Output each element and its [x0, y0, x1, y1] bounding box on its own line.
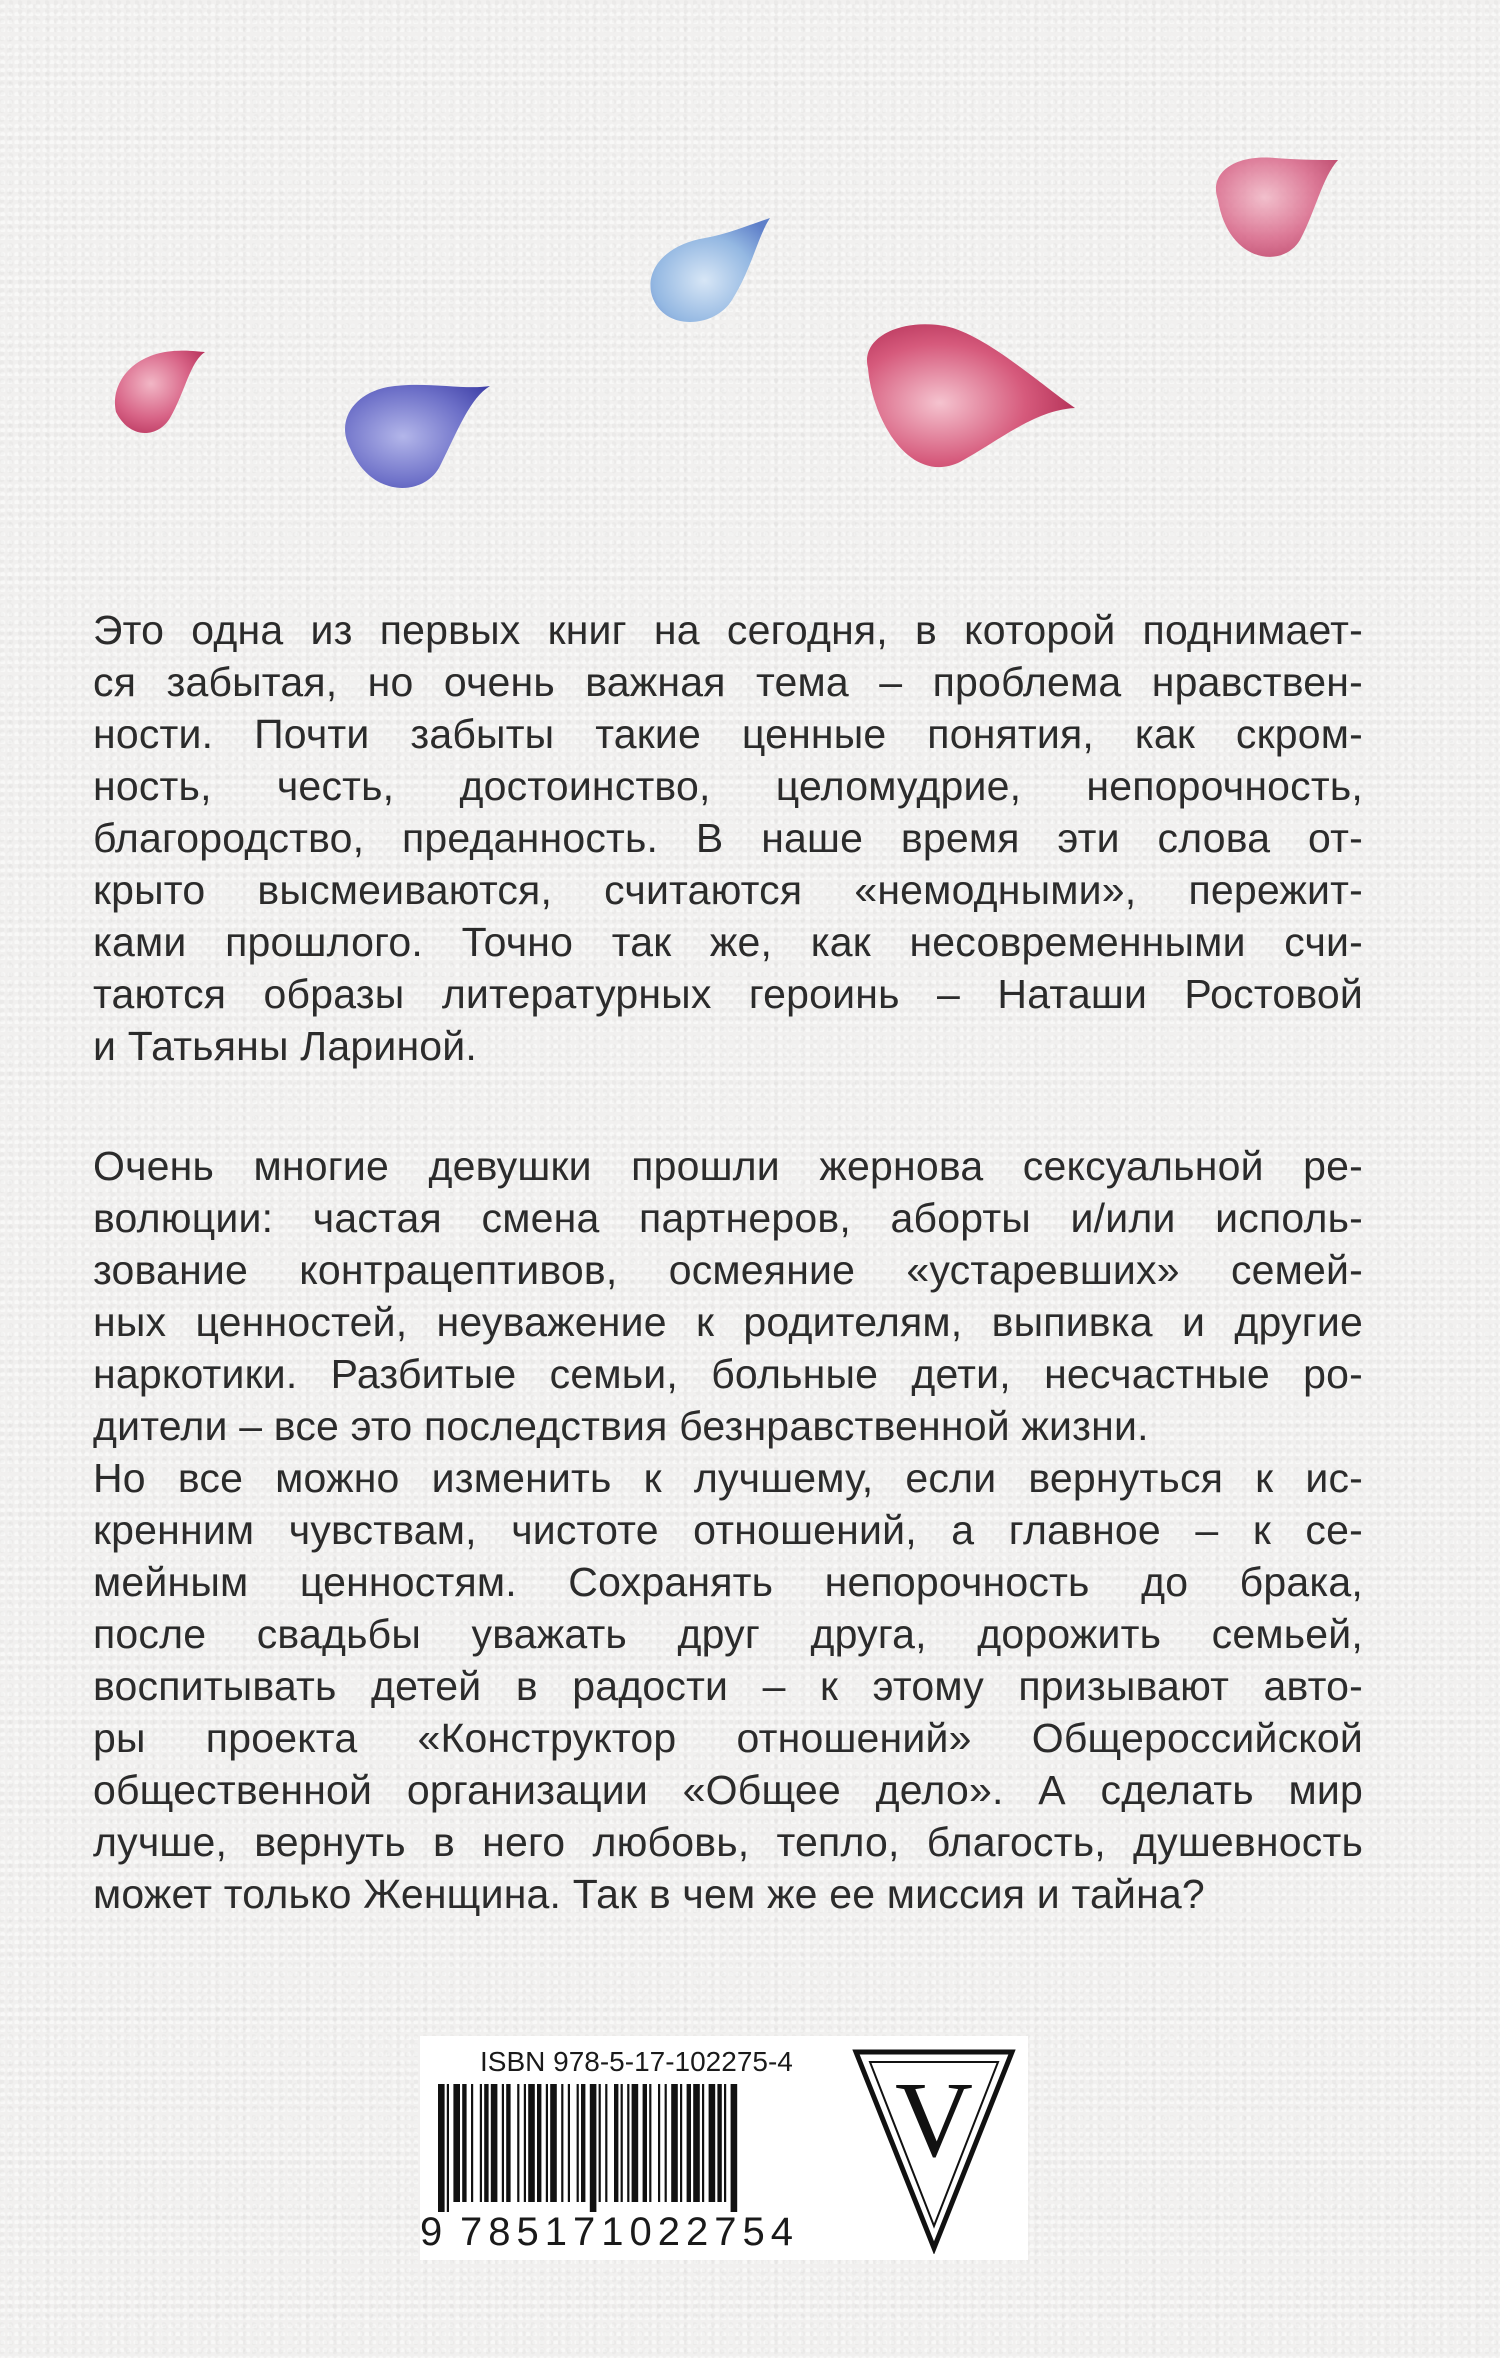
- barcode-bar: [665, 2084, 667, 2202]
- barcode-bar: [632, 2084, 639, 2202]
- barcode-bar: [550, 2084, 557, 2202]
- text-line: ся забытая, но очень важная тема – проблема нравствен-: [93, 659, 1363, 705]
- description-paragraph-2: [93, 1140, 1363, 1920]
- barcode-bar: [561, 2084, 563, 2202]
- barcode-bar: [614, 2084, 618, 2202]
- text-line: благородство, преданность. В наше время эти слова от-: [93, 815, 1363, 861]
- text-line: ками прошлого. Точно так же, как несовременными счи-: [93, 919, 1363, 965]
- barcode-bar: [462, 2084, 466, 2202]
- text-line: и Татьяны Лариной.: [93, 1023, 477, 1069]
- barcode-bar: [687, 2084, 691, 2202]
- petal-blue: [650, 218, 770, 322]
- barcode-bar: [453, 2084, 460, 2202]
- petal-pink-left: [115, 351, 205, 433]
- barcode-bar: [731, 2084, 738, 2212]
- publisher-triangle-logo-icon: [850, 2044, 1018, 2254]
- barcode-bar: [649, 2084, 651, 2202]
- barcode-bar: [717, 2084, 721, 2202]
- text-line: может только Женщина. Так в чем же ее миссия и тайна?: [93, 1871, 1205, 1917]
- text-line: наркотики. Разбитые семьи, больные дети, несчастные ро-: [93, 1351, 1363, 1397]
- barcode-bar: [671, 2084, 678, 2202]
- text-line: таются образы литературных героинь – Наташи Ростовой: [93, 971, 1363, 1017]
- barcode-bar: [447, 2084, 449, 2212]
- barcode-bar: [528, 2084, 535, 2202]
- text-line: общественной организации «Общее дело». А сделать мир: [93, 1767, 1363, 1813]
- text-line: после свадьбы уважать друг друга, дорожить семьей,: [93, 1611, 1363, 1657]
- barcode-bar: [480, 2084, 482, 2202]
- text-line: ных ценностей, неуважение к родителям, выпивка и другие: [93, 1299, 1363, 1345]
- text-line: кренним чувствам, чистоте отношений, а главное – к се-: [93, 1507, 1363, 1553]
- text-line: мейным ценностям. Сохранять непорочность до брака,: [93, 1559, 1363, 1605]
- barcode-panel: [420, 2036, 1028, 2260]
- ean-digits: 785171022754: [460, 2210, 799, 2254]
- barcode-bar: [471, 2084, 473, 2202]
- barcode-icon: [438, 2084, 838, 2212]
- decorative-petals: [0, 0, 1500, 560]
- barcode-bar: [643, 2084, 647, 2202]
- barcode-bar: [546, 2084, 548, 2202]
- barcode-bar: [568, 2084, 570, 2202]
- barcode-bar: [537, 2084, 541, 2202]
- barcode-bar: [658, 2084, 660, 2202]
- description-paragraph-1: [93, 604, 1363, 1072]
- text-line: ность, честь, достоинство, целомудрие, непорочность,: [93, 763, 1363, 809]
- barcode-bar: [627, 2084, 629, 2202]
- barcode-bar: [484, 2084, 488, 2202]
- barcode-bar: [680, 2084, 682, 2202]
- barcode-bar: [709, 2084, 716, 2202]
- text-line: Это одна из первых книг на сегодня, в которой поднимает-: [93, 607, 1363, 653]
- barcode-bar: [577, 2084, 579, 2202]
- petal-pink-right: [1216, 157, 1338, 256]
- barcode-bar: [581, 2084, 585, 2202]
- barcode-bar: [517, 2084, 519, 2202]
- barcode-bar: [524, 2084, 526, 2202]
- barcode-bar: [702, 2084, 704, 2202]
- publisher-logo-letter: V: [895, 2061, 973, 2180]
- barcode-bar: [605, 2084, 607, 2202]
- petal-pink-large: [867, 324, 1075, 467]
- text-line: ности. Почти забыты такие ценные понятия, как скром-: [93, 711, 1363, 757]
- barcode-bar: [590, 2084, 597, 2212]
- text-line: крыто высмеиваются, считаются «немодными», пережит-: [93, 867, 1363, 913]
- barcode-bar: [438, 2084, 445, 2212]
- barcode-bar: [491, 2084, 498, 2202]
- text-line: ры проекта «Конструктор отношений» Общероссийской: [93, 1715, 1363, 1761]
- text-line: дители – все это последствия безнравственной жизни.: [93, 1403, 1149, 1449]
- barcode-bar: [621, 2084, 623, 2202]
- isbn-label: ISBN 978-5-17-102275-4: [480, 2046, 793, 2077]
- text-line: волюции: частая смена партнеров, аборты и/или исполь-: [93, 1195, 1363, 1241]
- barcode-bar: [724, 2084, 726, 2202]
- barcode-bar: [502, 2084, 504, 2202]
- text-line: Но все можно изменить к лучшему, если вернуться к ис-: [93, 1455, 1363, 1501]
- barcode-bar: [506, 2084, 510, 2202]
- text-line: лучше, вернуть в него любовь, тепло, благость, душевность: [93, 1819, 1363, 1865]
- barcode-bar: [599, 2084, 601, 2202]
- barcode-bar: [693, 2084, 700, 2202]
- text-line: зование контрацептивов, осмеяние «устаревших» семей-: [93, 1247, 1363, 1293]
- petal-violet: [345, 385, 490, 488]
- ean-first-digit: 9: [420, 2210, 443, 2254]
- text-line: Очень многие девушки прошли жернова сексуальной ре-: [93, 1143, 1363, 1189]
- text-line: воспитывать детей в радости – к этому призывают авто-: [93, 1663, 1363, 1709]
